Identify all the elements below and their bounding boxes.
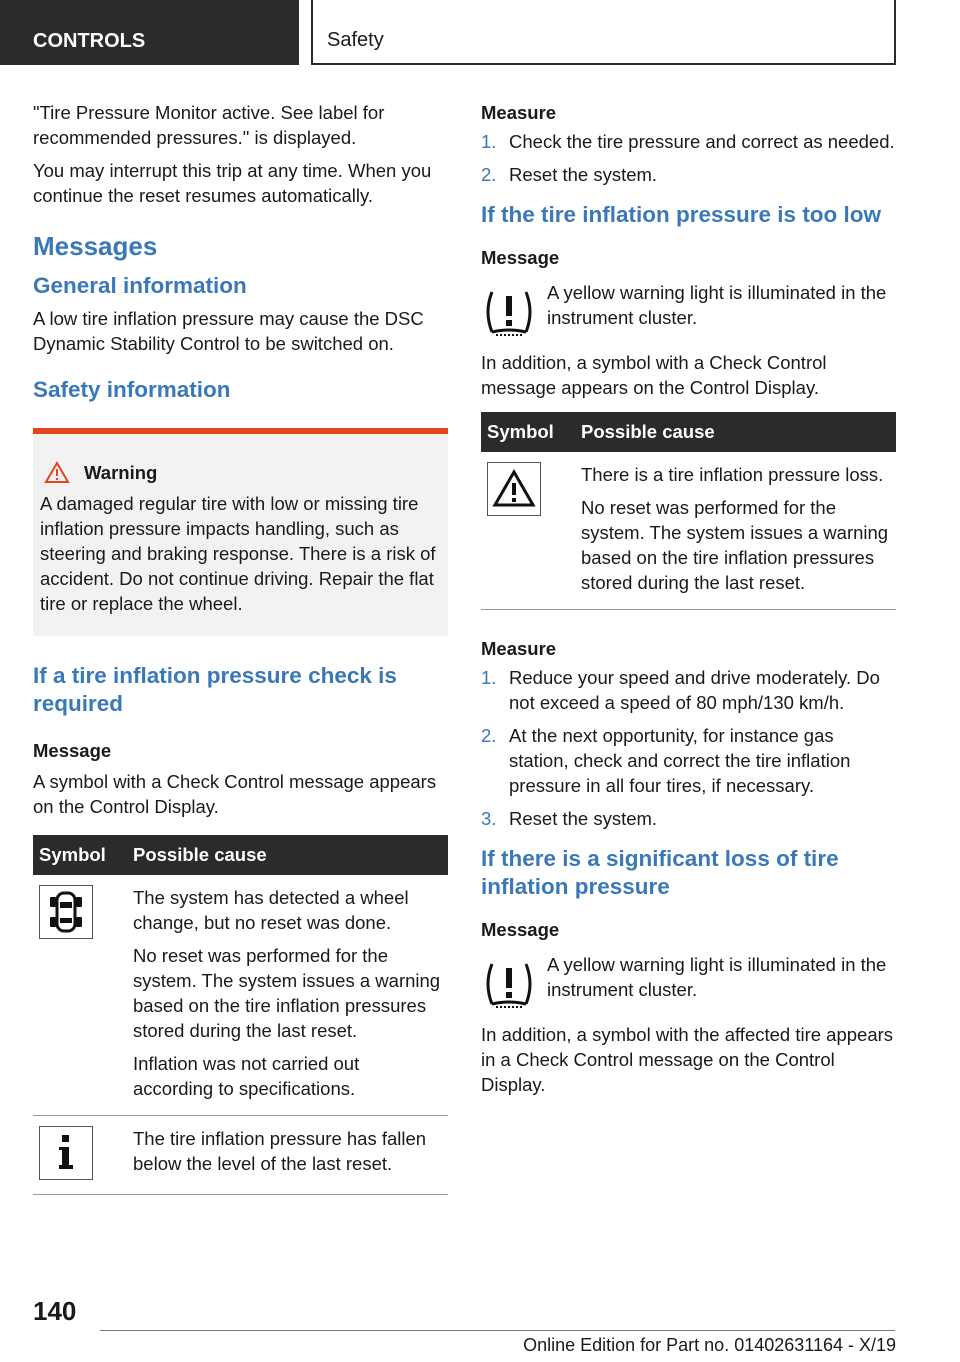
measure-label-2: Measure (481, 638, 557, 659)
heading-general-information: General information (33, 273, 247, 298)
warning-box (33, 428, 448, 636)
section-label: CONTROLS (33, 30, 146, 52)
chapter-label: Safety (327, 29, 384, 51)
col-header-cause: Possible cause (127, 835, 448, 875)
heading-pressure-check: If a tire inflation pressure check is required (33, 663, 397, 716)
car-wheels-icon (39, 885, 93, 939)
info-icon (39, 1126, 93, 1180)
tire-pressure-warning-icon (481, 284, 537, 340)
warning-text: A damaged regular tire with low or missing tire inflation pressure impacts handling, such as steering and braking response. There is a risk of accident. Do not continue driving. Repair the flat tire or replace the wheel. (40, 493, 436, 614)
addition-text: In addition, a symbol with a Check Control message appears on the Control Display. (481, 352, 827, 398)
cause-text: The tire inflation pressure has fallen below the level of the last reset. (133, 1128, 427, 1174)
left-column (33, 100, 448, 1195)
section-tab (0, 0, 299, 65)
table-row (481, 452, 896, 610)
cause-text: The system has detected a wheel change, but no reset was done. (133, 887, 409, 933)
symbol-table-right (481, 412, 896, 610)
addition-text: In addition, a symbol with the affected tire appears in a Check Control message on the Control Display. (481, 1024, 894, 1095)
warning-light-text: A yellow warning light is illuminated in the instrument cluster. (547, 282, 887, 328)
message-label: Message (481, 919, 560, 940)
col-header-cause: Possible cause (575, 412, 896, 452)
cause-text: There is a tire inflation pressure loss. (581, 464, 884, 485)
table-header-row (33, 835, 448, 875)
symbol-table-left (33, 835, 448, 1195)
warning-light-row (481, 280, 896, 340)
list-item: 2. At the next opportunity, for instance gas station, check and correct the tire inflation pressure in all four tires, if necessary. (481, 725, 851, 796)
intro-paragraph-2: You may interrupt this trip at any time. When you continue the reset resumes automatically. (33, 160, 432, 206)
measure-list-2 (481, 665, 896, 831)
footer-divider (100, 1330, 895, 1331)
tire-pressure-warning-icon (481, 956, 537, 1012)
cause-text: Inflation was not carried out according to specifications. (133, 1053, 360, 1099)
message-label: Message (33, 740, 112, 761)
page-number: 140 (33, 1296, 77, 1326)
cause-text: No reset was performed for the system. The system issues a warning based on the tire inflation pressures stored during the last reset. (133, 945, 441, 1041)
list-item: 2. Reset the system. (481, 164, 658, 185)
heading-safety-information: Safety information (33, 377, 231, 402)
message-label: Message (481, 247, 560, 268)
list-item: 3. Reset the system. (481, 808, 658, 829)
measure-label-1: Measure (481, 102, 557, 123)
table-header-row (481, 412, 896, 452)
edition-text: Online Edition for Part no. 01402631164 - X/19 (523, 1335, 896, 1355)
warning-light-text: A yellow warning light is illuminated in the instrument cluster. (547, 954, 887, 1000)
heading-significant-loss: If there is a significant loss of tire inflation pressure (481, 846, 839, 899)
list-item: 1. Reduce your speed and drive moderately. Do not exceed a speed of 80 mph/130 km/h. (481, 667, 880, 713)
warning-light-row (481, 952, 896, 1012)
chapter-tab (311, 0, 896, 65)
warning-title-text: Warning (84, 462, 158, 483)
measure-list-1 (481, 129, 896, 187)
heading-too-low: If the tire inflation pressure is too low (481, 202, 882, 227)
right-column (481, 100, 896, 1097)
list-item: 1. Check the tire pressure and correct as needed. (481, 131, 895, 152)
cause-text: No reset was performed for the system. The system issues a warning based on the tire inflation pressures stored during the last reset. (581, 497, 889, 593)
warning-triangle-icon (487, 462, 541, 516)
general-information-text: A low tire inflation pressure may cause the DSC Dynamic Stability Control to be switched on. (33, 308, 424, 354)
col-header-symbol: Symbol (481, 412, 575, 452)
warning-triangle-icon (44, 461, 70, 484)
warning-title (40, 460, 438, 485)
table-row (33, 1116, 448, 1195)
intro-paragraph-1: "Tire Pressure Monitor active. See label for recommended pressures." is displayed. (33, 102, 385, 148)
table-row (33, 875, 448, 1116)
col-header-symbol: Symbol (33, 835, 127, 875)
heading-messages: Messages (33, 231, 158, 261)
message-text: A symbol with a Check Control message appears on the Control Display. (33, 771, 437, 817)
